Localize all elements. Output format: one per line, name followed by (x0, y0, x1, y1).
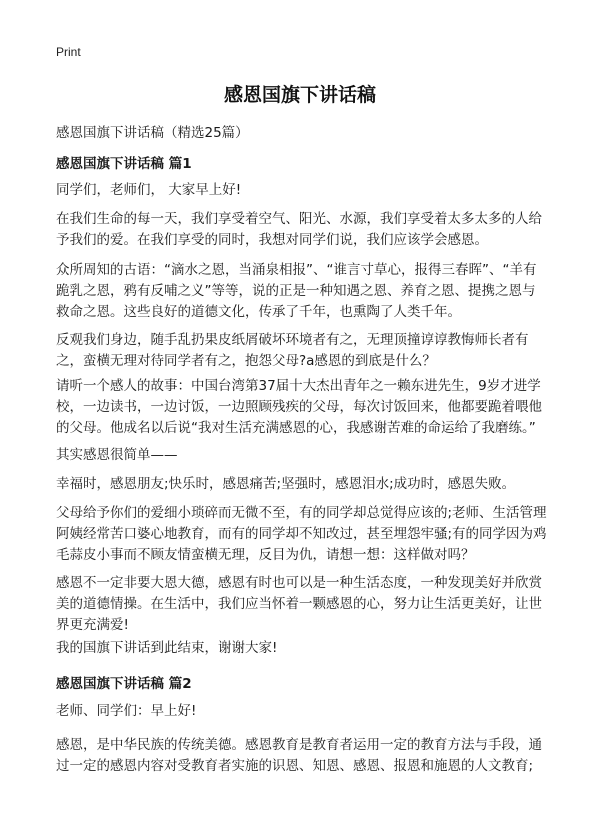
paragraph: 众所周知的古语：“滴水之恩，当涌泉相报”、“谁言寸草心，报得三春晖”、“羊有跪乳之恩，鸦有反哺之义”等等，说的正是一种知遇之恩、养育之恩、提携之恩与救命之恩。这些良好的道德文化，传承了千年，也熏陶了人类千年。 (56, 262, 537, 320)
document-subtitle: 感恩国旗下讲话稿（精选25篇） (56, 125, 249, 141)
paragraph: 其实感恩很简单—— (56, 447, 178, 463)
section-heading-1: 感恩国旗下讲话稿 篇1 (56, 156, 192, 172)
paragraph: 请听一个感人的故事：中国台湾第37届十大杰出青年之一赖东进先生，9岁才进学校，一边读书，一边讨饭，一边照顾残疾的父母，每次讨饭回来，他都要跪着喂他的父母。他成名以后说“我对生活充满感恩的心，我感谢苦难的命运给了我磨练。” (56, 378, 542, 436)
paragraph: 我的国旗下讲话到此结束，谢谢大家! (56, 640, 278, 656)
paragraph: 感恩，是中华民族的传统美德。感恩教育是教育者运用一定的教育方法与手段，通过一定的感恩内容对受教育者实施的识恩、知恩、感恩、报恩和施恩的人文教育; (56, 737, 542, 774)
section-heading-2: 感恩国旗下讲话稿 篇2 (56, 676, 192, 692)
document-title: 感恩国旗下讲话稿 (223, 84, 376, 106)
paragraph: 老师、同学们：早上好! (56, 703, 197, 719)
paragraph: 反观我们身边，随手乱扔果皮纸屑破坏环境者有之，无理顶撞谆谆教悔师长者有之，蛮横无理对待同学者有之，抱怨父母?a感恩的到底是什么？ (56, 332, 529, 369)
paragraph: 幸福时，感恩朋友;快乐时，感恩痛苦;坚强时，感恩泪水;成功时，感恩失败。 (56, 476, 516, 492)
paragraph: 在我们生命的每一天，我们享受着空气、阳光、水源，我们享受着太多太多的人给予我们的爱。在我们享受的同时，我想对同学们说，我们应该学会感恩。 (56, 211, 542, 248)
print-link[interactable]: Print (56, 45, 81, 59)
paragraph: 父母给予你们的爱细小琐碎而无微不至，有的同学却总觉得应该的;老师、生活管理阿姨经常苦口婆心地教育，而有的同学却不知改过，甚至埋怨牢骚;有的同学因为鸡毛蒜皮小事而不顾友情蛮横无理，反目为仇，请想一想：这样做对吗？ (56, 505, 547, 563)
paragraph: 同学们，老师们， 大家早上好! (56, 182, 242, 198)
paragraph: 感恩不一定非要大恩大德，感恩有时也可以是一种生活态度，一种发现美好并欣赏美的道德情操。在生活中，我们应当怀着一颗感恩的心，努力让生活更美好，让世界更充满爱! (56, 575, 542, 633)
